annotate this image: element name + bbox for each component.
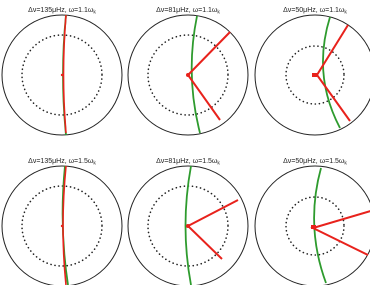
red-line xyxy=(317,25,350,121)
panel-title-r2c2: Δν=81μHz, $\omega=1.5\omega_k$ xyxy=(156,158,220,167)
green-line xyxy=(323,17,340,128)
red-line xyxy=(188,200,238,259)
panel-title-r1c1: Δν=135μHz, $\omega=1.1\omega_k$ xyxy=(28,7,96,16)
panel-r2c3 xyxy=(255,158,370,285)
panel-title-r1c2: Δν=81μHz, $\omega=1.1\omega_k$ xyxy=(156,7,220,16)
center-marker xyxy=(61,74,63,76)
panel-title-r2c3: Δν=50μHz, $\omega=1.5\omega_k$ xyxy=(283,158,347,167)
panel-r2c2 xyxy=(128,158,248,285)
green-line xyxy=(192,16,200,133)
center-marker xyxy=(312,73,317,77)
panel-r1c1 xyxy=(2,7,122,135)
center-marker xyxy=(186,73,190,77)
panel-r1c3 xyxy=(255,7,370,135)
panel-r1c2 xyxy=(128,7,248,135)
center-marker xyxy=(61,225,63,227)
center-marker xyxy=(186,224,190,228)
panel-title-r2c1: Δν=135μHz, $\omega=1.5\omega_k$ xyxy=(28,158,96,167)
red-line xyxy=(313,210,370,255)
center-marker xyxy=(311,225,316,229)
panel-r2c1 xyxy=(2,158,122,285)
panel-title-r1c3: Δν=50μHz, $\omega=1.1\omega_k$ xyxy=(283,7,347,16)
